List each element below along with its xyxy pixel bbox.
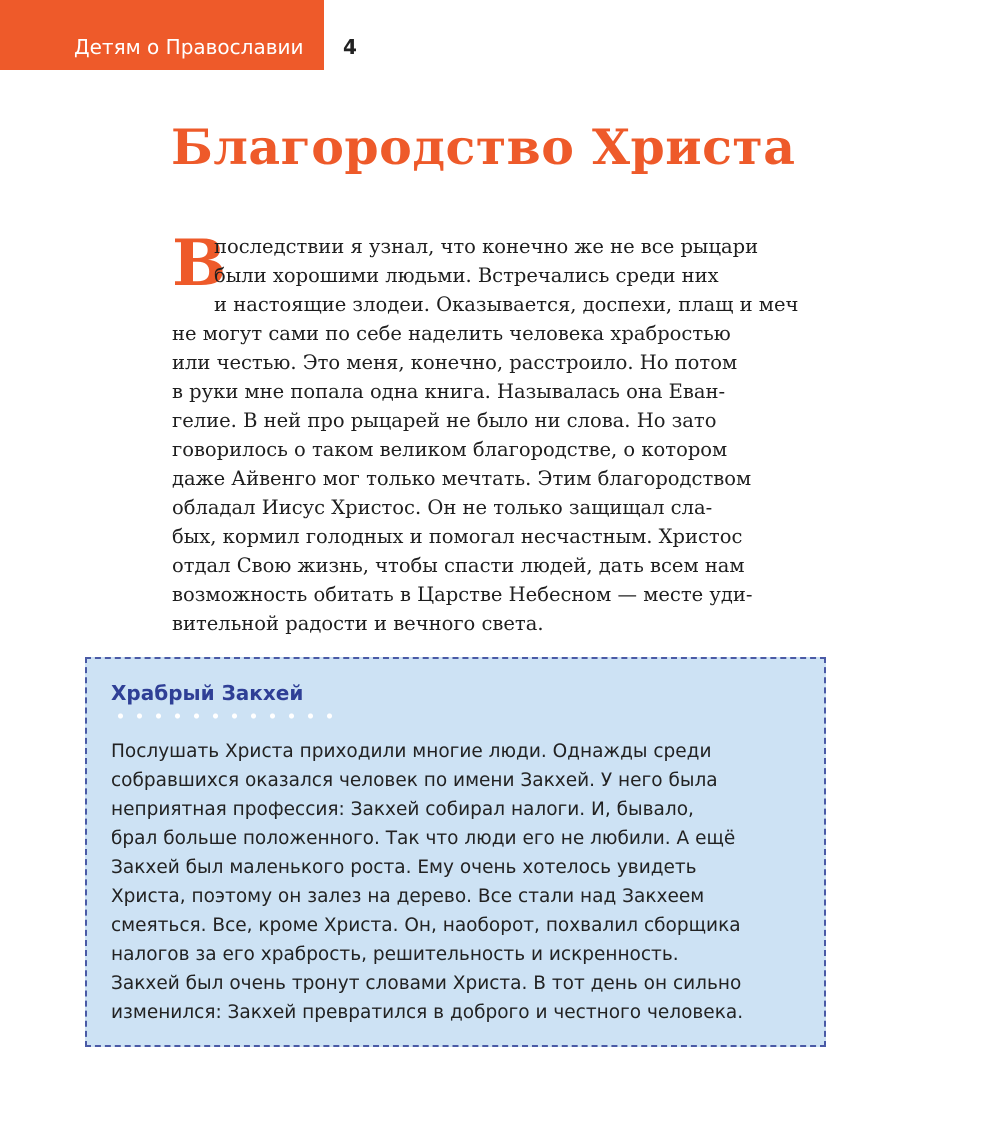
body-line: или честью. Это меня, конечно, расстроило. Но потом — [172, 351, 738, 374]
dotted-divider — [111, 712, 341, 720]
body-line: бых, кормил голодных и помогал несчастным. Христос — [172, 525, 743, 548]
body-line: даже Айвенго мог только мечтать. Этим благородством — [172, 467, 752, 490]
body-line: вительной радости и вечного света. — [172, 612, 544, 635]
sidebar-box — [85, 657, 826, 1047]
article-body — [172, 226, 892, 638]
body-line: обладал Иисус Христос. Он не только защищал сла- — [172, 496, 713, 519]
sidebar-line: Закхей был маленького роста. Ему очень хотелось увидеть — [111, 857, 697, 878]
sidebar-line: неприятная профессия: Закхей собирал налоги. И, бывало, — [111, 799, 694, 820]
sidebar-line: собравшихся оказался человек по имени Закхей. У него была — [111, 770, 718, 791]
sidebar-line: смеяться. Все, кроме Христа. Он, наоборот, похвалил сборщика — [111, 915, 741, 936]
sidebar-line: Послушать Христа приходили многие люди. Однажды среди — [111, 741, 712, 762]
body-line: в руки мне попала одна книга. Называлась она Еван- — [172, 380, 726, 403]
page-number: 4 — [343, 35, 357, 59]
body-line: и настоящие злодеи. Оказывается, доспехи, плащ и меч — [214, 293, 799, 316]
body-line: говорилось о таком великом благородстве, о котором — [172, 438, 728, 461]
article-title: Благородство Христа — [171, 118, 796, 176]
sidebar-line: брал больше положенного. Так что люди его не любили. А ещё — [111, 828, 736, 849]
sidebar-line: Христа, поэтому он залез на дерево. Все стали над Закхеем — [111, 886, 705, 907]
body-line: последствии я узнал, что конечно же не все рыцари — [214, 235, 759, 258]
series-title: Детям о Православии — [74, 35, 304, 59]
sidebar-line: изменился: Закхей превратился в доброго и честного человека. — [111, 1002, 744, 1023]
body-line: гелие. В ней про рыцарей не было ни слова. Но зато — [172, 409, 717, 432]
body-line: не могут сами по себе наделить человека храбростью — [172, 322, 731, 345]
body-line: были хорошими людьми. Встречались среди них — [214, 264, 719, 287]
body-line: возможность обитать в Царстве Небесном — месте уди- — [172, 583, 753, 606]
body-line: отдал Свою жизнь, чтобы спасти людей, дать всем нам — [172, 554, 745, 577]
sidebar-title: Храбрый Закхей — [111, 681, 304, 705]
drop-cap: В — [172, 226, 227, 301]
sidebar-body — [111, 737, 821, 1027]
sidebar-line: Закхей был очень тронут словами Христа. В тот день он сильно — [111, 973, 742, 994]
sidebar-line: налогов за его храбрость, решительность и искренность. — [111, 944, 679, 965]
